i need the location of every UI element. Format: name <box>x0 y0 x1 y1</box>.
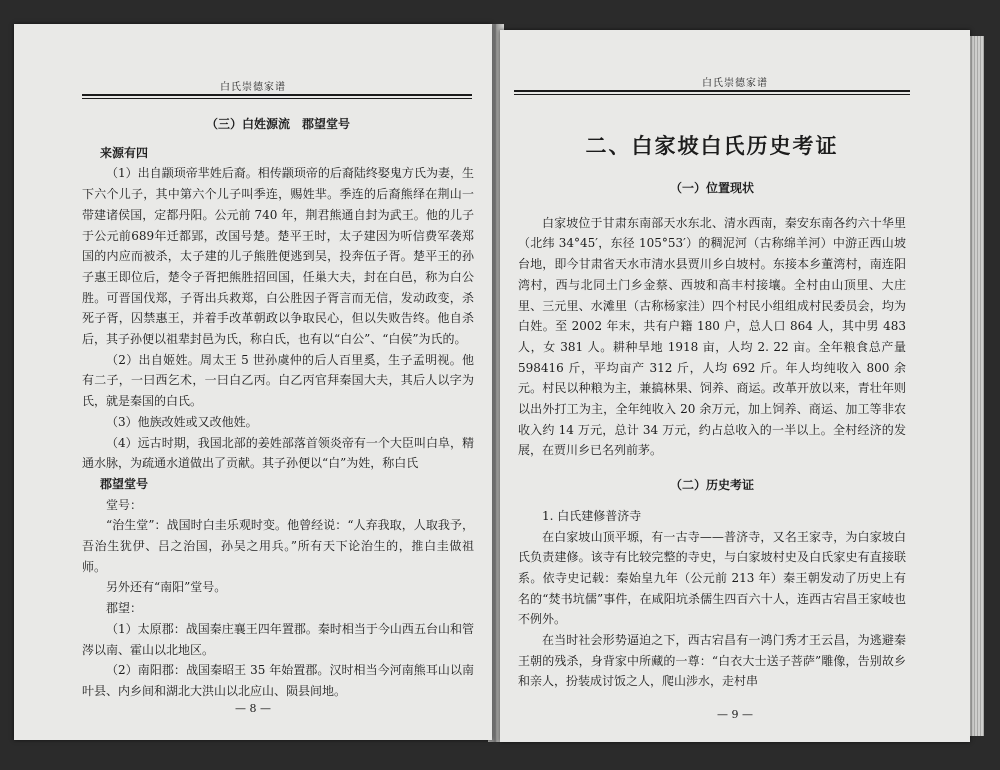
location-paragraph: 白家坡位于甘肃东南部天水东北、清水西南，秦安东南各约六十华里（北纬 34°45′，东径 105°53′）的稠泥河（古称绵羊河）中游正西山坡台地，即今甘肃省天水市清水县贾川乡白坡村。东接本乡董湾村，南连阳湾村，西与北同土门乡金蔡、西坡和高丰村接壤。全村由山顶里、大庄里、三元里、水滩里（古称杨家洼）四个村民小组组成村民委员会，均为白姓。至 2002 年末，共有户籍 180 户，总人口 864 人，其中男 483 人，女 381 人。耕种旱地 1918 亩，人均 2. 22 亩。全年粮食总产量 598416 斤，平均亩产 312 斤，人均 692 斤。年人均纯收入 800 余元。村民以种粮为主，兼搞林果、饲养、商运。改革开放以来，青壮年则以出外打工为主，全年纯收入 20 余万元，加上饲养、商运、加工等非农收入约 14 万元，总计 34 万元，约占总收入的一半以上。全村经济的发展，在贾川乡已名列前茅。 <box>518 215 906 458</box>
junwang-subhead: 郡望堂号 <box>100 476 149 491</box>
origin-subhead: 来源有四 <box>100 145 149 160</box>
left-header-rule <box>82 94 472 96</box>
section1-title: （一）位置现状 <box>669 181 754 195</box>
junwang-item-1: （1）太原郡：战国秦庄襄王四年置郡。秦时相当于今山西五台山和管涔以南、霍山以北地区。 <box>82 621 474 657</box>
left-running-head: 白氏崇德家谱 <box>220 82 286 93</box>
right-body <box>518 178 906 692</box>
subsection-title: 1. 白氏建修普济寺 <box>542 508 642 523</box>
origin-paragraph-4: （4）远古时期，我国北部的姜姓部落首领炎帝有一个大臣叫白阜，精通水脉，为疏通水道做出了贡献。其子孙便以“白”为姓，称白氏 <box>82 435 474 471</box>
left-header-rule-thin <box>82 98 472 99</box>
chapter-title: 二、白家坡白氏历史考证 <box>585 133 839 158</box>
section-title: （三）白姓源流 郡望堂号 <box>205 117 350 131</box>
junwang-label: 郡望： <box>106 601 143 616</box>
origin-paragraph-2: （2）出自姬姓。周太王 5 世孙虞仲的后人百里奚，生子孟明视。他有二子，一曰西乞术，一曰白乙丙。白乙丙官拜秦国大夫，其后人以字为氏，就是秦国的白氏。 <box>82 352 474 409</box>
left-page <box>14 24 492 740</box>
right-header-rule <box>514 90 910 92</box>
left-page-number: — 8 — <box>235 702 271 715</box>
right-page-number: — 9 — <box>717 708 753 721</box>
right-page <box>500 30 970 742</box>
origin-paragraph-3: （3）他族改姓或又改他姓。 <box>106 414 258 429</box>
tanghao-text: “治生堂”：战国时白圭乐观时变。他曾经说：“人弃我取，人取我予，吾治生犹伊、吕之治国，孙吴之用兵。”所有天下论治生的，推白圭做祖师。 <box>82 518 474 574</box>
right-header-rule-thin <box>514 94 910 95</box>
history-paragraph-1: 在白家坡山顶平塬，有一古寺——普济寺，又名王家寺，为白家坡白氏负责建修。该寺有比较完整的寺史，与白家坡村史及白氏家史有直接联系。依寺史记载：秦始皇九年（公元前 213 年）秦王朝发动了历史上有名的“焚书坑儒”事件，在咸阳坑杀儒生四百六十人，连西古宕昌王家岐也不例外。 <box>518 529 906 627</box>
tanghao-label: 堂号： <box>106 497 143 512</box>
right-running-head: 白氏崇德家谱 <box>702 78 768 89</box>
junwang-item-2: （2）南阳郡：战国秦昭王 35 年始置郡。汉时相当今河南熊耳山以南叶县、内乡间和湖北大洪山以北应山、陨县间地。 <box>82 663 474 698</box>
section2-title: （二）历史考证 <box>669 478 754 493</box>
history-paragraph-2: 在当时社会形势逼迫之下，西古宕昌有一鸿门秀才王云昌，为逃避秦王朝的残杀，身背家中所藏的一尊：“白衣大士送子菩萨”雕像，告别故乡和亲人，扮装成讨饭之人，爬山涉水，走村串 <box>518 633 906 689</box>
origin-paragraph-1: （1）出自颛顼帝芈姓后裔。相传颛顼帝的后裔陆终娶鬼方氏为妻，生下六个儿子，其中第六个儿子叫季连，赐姓芈。季连的后裔熊绎在荆山一带建诸侯国，定都丹阳。公元前 740 年，荆君熊通自封为武王。他的儿子于公元前689年迁都郢，改国号楚。楚平王时，太子建因为听信费军袭郑国的内应而被杀，太子建的儿子熊胜便逃到吴，投奔伍子胥。楚平王的孙子惠王即位后，楚令子胥把熊胜招回国，任巢大夫，封在白邑，称为白公胜。可晋国伐郑，子胥出兵救郑，白公胜因子胥言而无信，发动政变，杀死子胥，囚禁惠王，并着手改革朝政以争取民心，但以失败告终。他自杀后，其子孙便以祖辈封邑为氏，称白氏，也有以“白公”、“白侯”为氏的。 <box>82 166 474 347</box>
tanghao-extra: 另外还有“南阳”堂号。 <box>106 580 227 595</box>
left-body <box>82 114 474 702</box>
